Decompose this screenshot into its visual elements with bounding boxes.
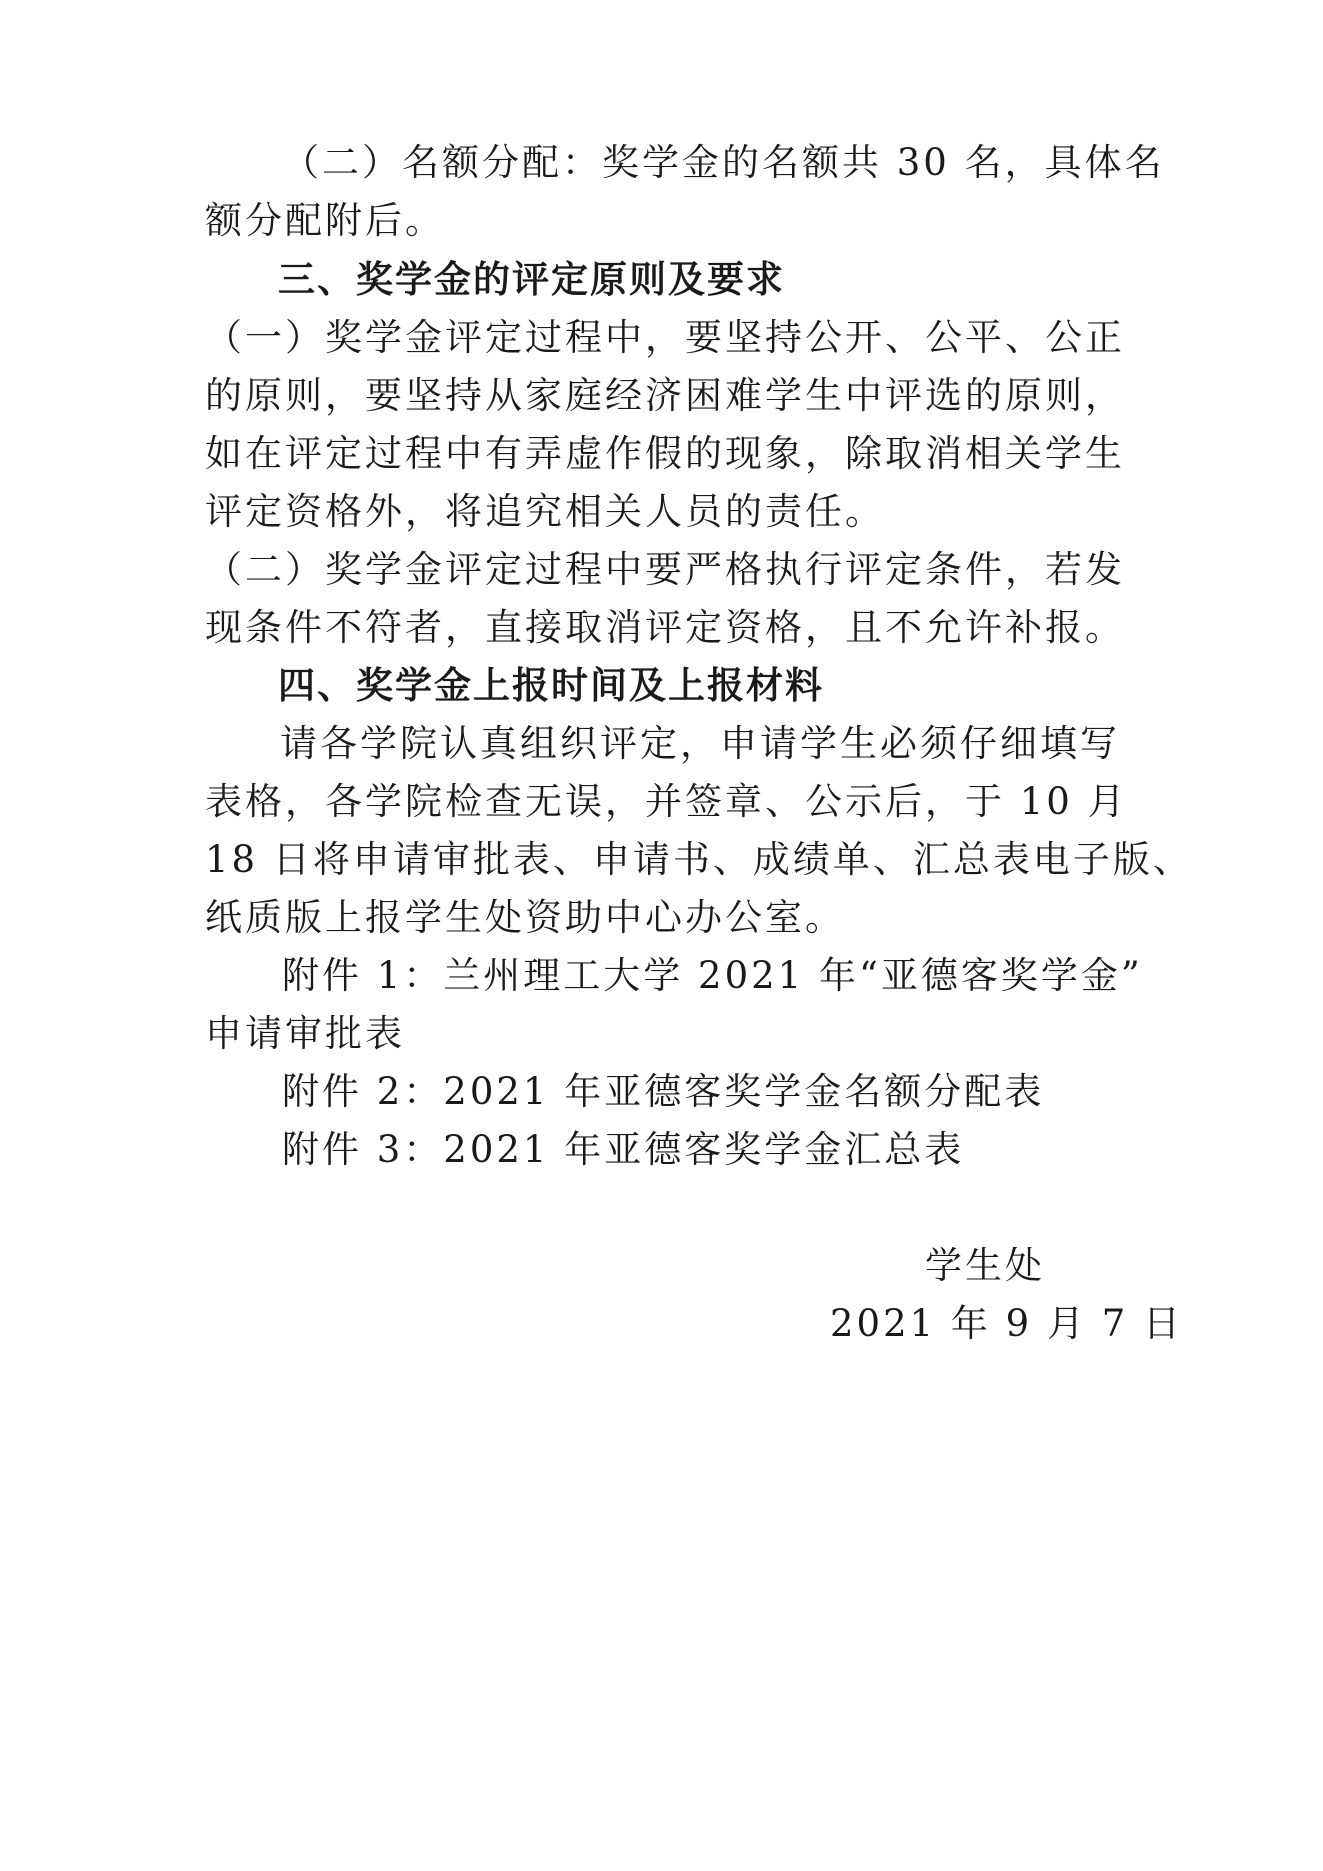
attachment2: 附件 2：2021 年亚德客奖学金名额分配表 — [282, 1070, 1045, 1113]
section3-item1-line3: 如在评定过程中有弄虚作假的现象，除取消相关学生 — [205, 432, 1125, 475]
attachment1-line1: 附件 1：兰州理工大学 2021 年“亚德客奖学金” — [282, 954, 1143, 997]
section4-para-line2: 表格，各学院检查无误，并签章、公示后，于 10 月 — [205, 780, 1128, 823]
section2-item2-line2: 额分配附后。 — [205, 199, 445, 242]
section3-item2-line2: 现条件不符者，直接取消评定资格，且不允许补报。 — [205, 606, 1125, 649]
section4-para-line3: 18 日将申请审批表、申请书、成绩单、汇总表电子版、 — [205, 838, 1193, 881]
attachment1-line2: 申请审批表 — [205, 1012, 405, 1055]
section3-heading: 三、奖学金的评定原则及要求 — [278, 258, 785, 301]
section3-item1-line4: 评定资格外，将追究相关人员的责任。 — [205, 490, 885, 533]
section2-item2-line1: （二）名额分配：奖学金的名额共 30 名，具体名 — [282, 141, 1165, 184]
section4-para-line1: 请各学院认真组织评定，申请学生必须仔细填写 — [280, 722, 1120, 765]
section4-heading: 四、奖学金上报时间及上报材料 — [278, 664, 824, 707]
attachment3: 附件 3：2021 年亚德客奖学金汇总表 — [282, 1128, 965, 1171]
section3-item1-line2: 的原则，要坚持从家庭经济困难学生中评选的原则， — [205, 374, 1125, 417]
section4-para-line4: 纸质版上报学生处资助中心办公室。 — [205, 896, 845, 939]
section3-item2-line1: （二）奖学金评定过程中要严格执行评定条件，若发 — [205, 548, 1125, 591]
section3-item1-line1: （一）奖学金评定过程中，要坚持公开、公平、公正 — [205, 316, 1125, 359]
signature-date: 2021 年 9 月 7 日 — [830, 1302, 1184, 1345]
signature-org: 学生处 — [925, 1244, 1045, 1287]
